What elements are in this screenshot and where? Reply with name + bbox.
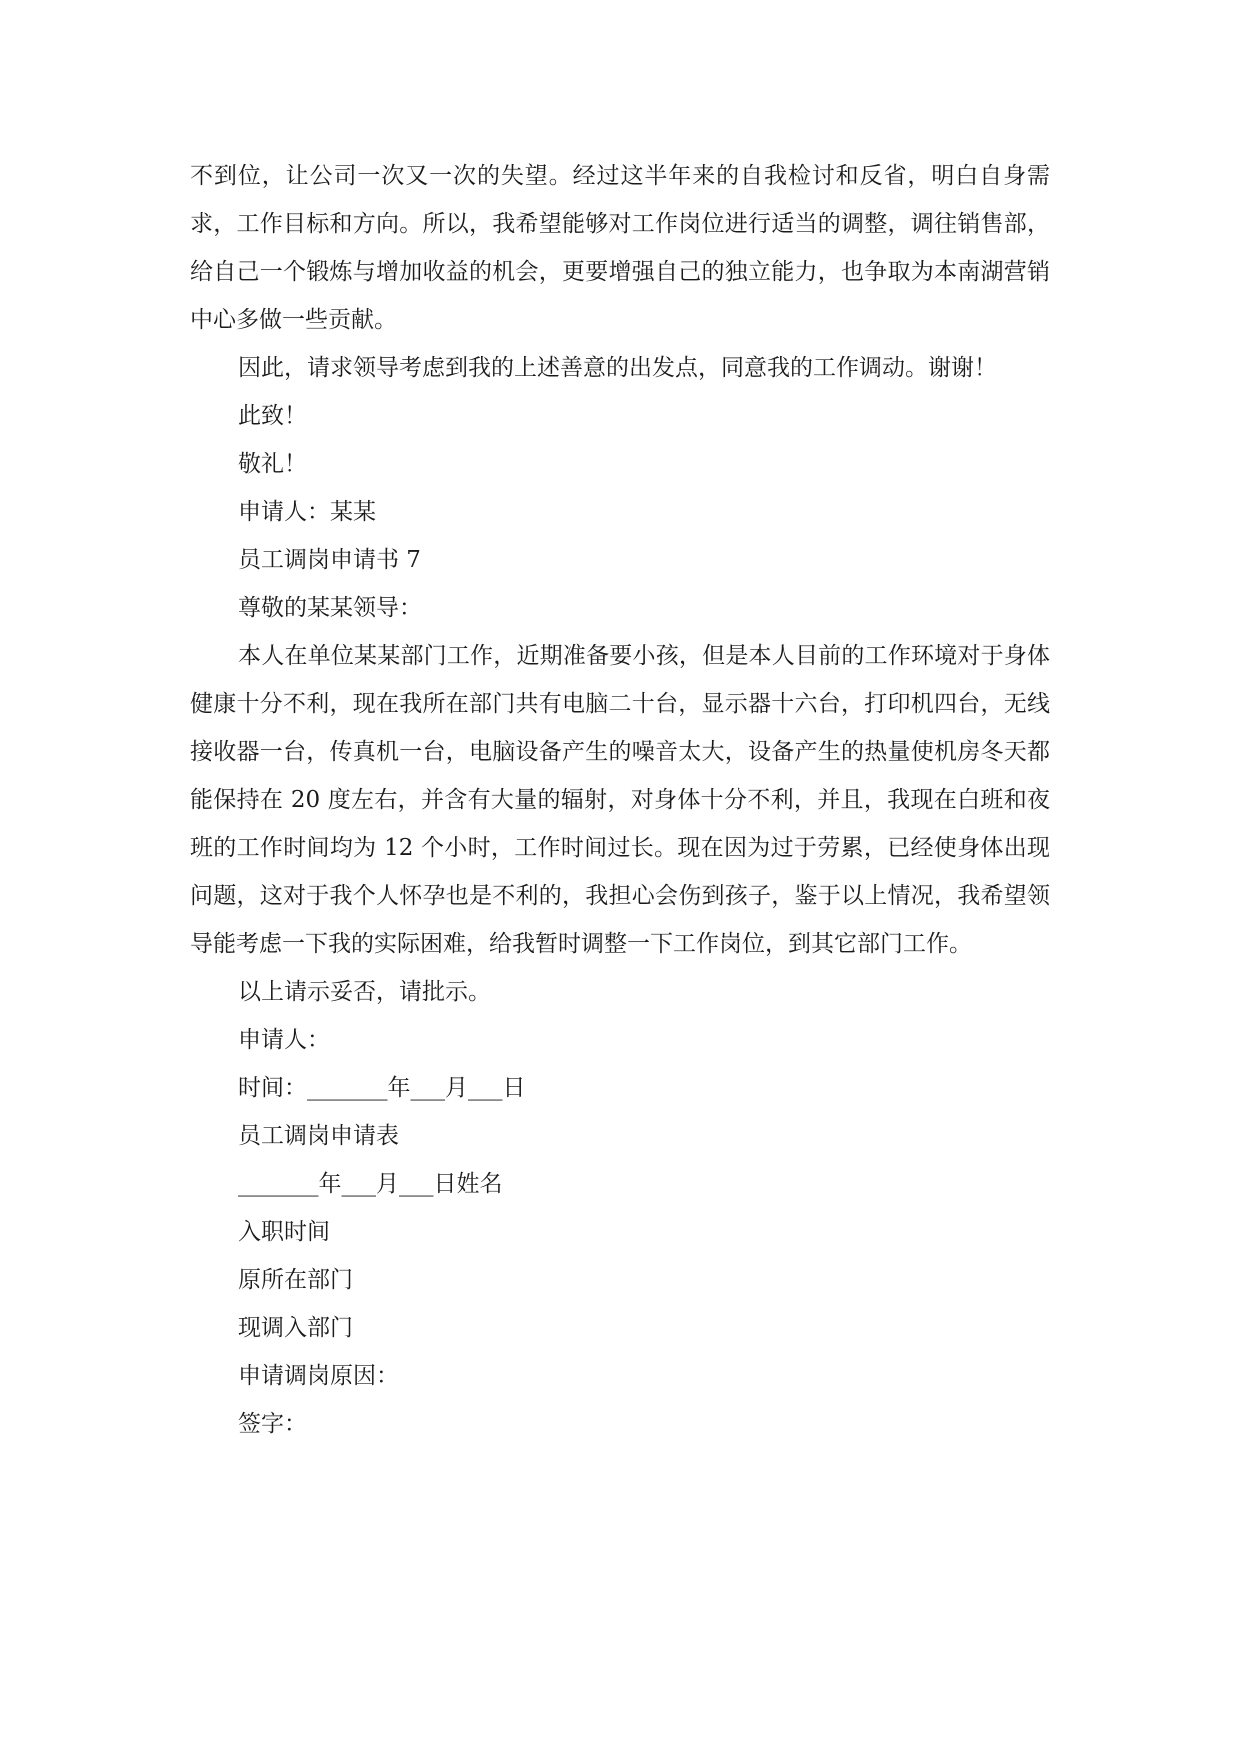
form-reason: 申请调岗原因： [238, 1363, 399, 1389]
form-date-name: _______年___月___日姓名 [238, 1171, 503, 1197]
applicant-line: 申请人：某某 [238, 499, 376, 525]
closing-line-1: 此致！ [238, 403, 307, 429]
form-new-dept: 现调入部门 [238, 1315, 353, 1341]
document-body [190, 152, 1050, 1448]
date-line: 时间：_______年___月___日 [238, 1075, 526, 1101]
form-title: 员工调岗申请表 [238, 1123, 399, 1149]
closing-line-2: 敬礼！ [238, 451, 307, 477]
paragraph-continuation: 不到位，让公司一次又一次的失望。经过这半年来的自我检讨和反省，明白自身需求，工作目标和方向。所以，我希望能够对工作岗位进行适当的调整，调往销售部，给自己一个锻炼与增加收益的机会，更要增强自己的独立能力，也争取为本南湖营销中心多做一些贡献。 [190, 163, 1050, 333]
section-title: 员工调岗申请书 7 [238, 547, 421, 573]
form-original-dept: 原所在部门 [238, 1267, 353, 1293]
applicant-line-2: 申请人： [238, 1027, 330, 1053]
form-entry-time: 入职时间 [238, 1219, 330, 1245]
paragraph-body: 本人在单位某某部门工作，近期准备要小孩，但是本人目前的工作环境对于身体健康十分不利，现在我所在部门共有电脑二十台，显示器十六台，打印机四台，无线接收器一台，传真机一台，电脑设备产生的噪音太大，设备产生的热量使机房冬天都能保持在 20 度左右，并含有大量的辐射，对身体十分不利，并且，我现在白班和夜班的工作时间均为 12 个小时，工作时间过长。现在因为过于劳累，已经使身体出现问题，这对于我个人怀孕也是不利的，我担心会伤到孩子，鉴于以上情况，我希望领导能考虑一下我的实际困难，给我暂时调整一下工作岗位，到其它部门工作。 [190, 643, 1050, 957]
request-line: 以上请示妥否，请批示。 [238, 979, 491, 1005]
form-signature: 签字： [238, 1411, 307, 1437]
salutation: 尊敬的某某领导： [238, 595, 422, 621]
paragraph-request: 因此，请求领导考虑到我的上述善意的出发点，同意我的工作调动。谢谢！ [238, 355, 997, 381]
